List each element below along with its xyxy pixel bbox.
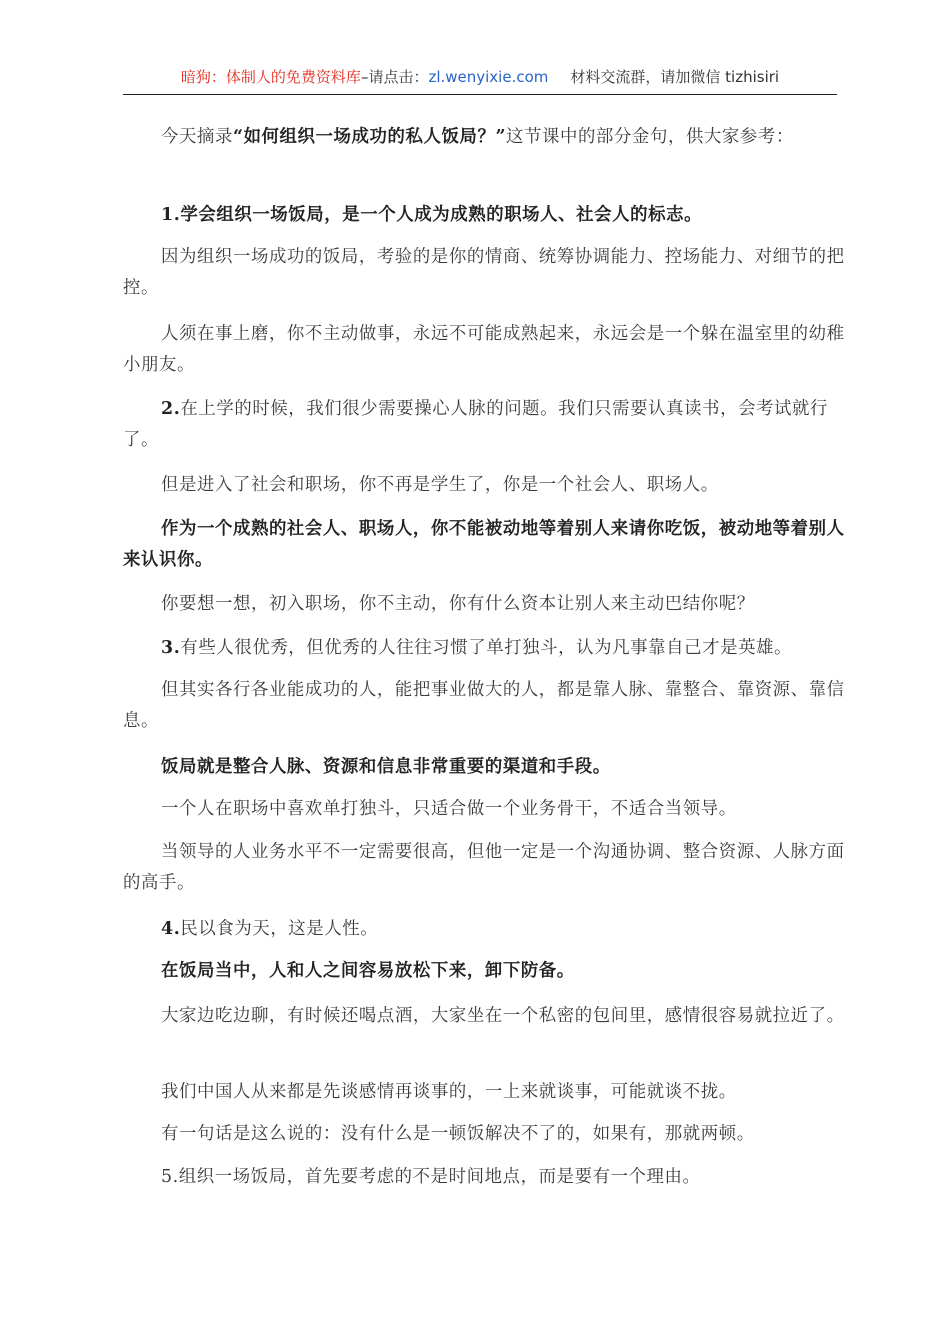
course-title: “如何组织一场成功的私人饭局？” [232,127,507,147]
paragraph: 但其实各行各业能成功的人，能把事业做大的人，都是靠人脉、靠整合、靠资源、靠信息。 [123,680,845,731]
point-4-paragraph: 4.民以食为天，这是人性。 [161,919,379,939]
point-1-heading: 1.学会组织一场饭局，是一个人成为成熟的职场人、社会人的标志。 [161,205,703,225]
paragraph: 我们中国人从来都是先谈感情再谈事的，一上来就谈事，可能就谈不拢。 [161,1082,737,1102]
paragraph: 你要想一想，初入职场，你不主动，你有什么资本让别人来主动巴结你呢？ [161,594,755,614]
point-3-paragraph: 3.有些人很优秀，但优秀的人往往习惯了单打独斗，认为凡事靠自己才是英雄。 [161,638,793,658]
page-header [123,64,837,95]
paragraph: 但是进入了社会和职场，你不再是学生了，你是一个社会人、职场人。 [161,475,719,495]
paragraph: 当领导的人业务水平不一定需要很高，但他一定是一个沟通协调、整合资源、人脉方面的高手。 [123,842,845,893]
point-2-paragraph: 2.在上学的时候，我们很少需要操心人脉的问题。我们只需要认真读书，会考试就行了。 [123,399,829,450]
bold-paragraph: 作为一个成熟的社会人、职场人，你不能被动地等着别人来请你吃饭，被动地等着别人来认识你。 [123,519,845,570]
bold-paragraph: 饭局就是整合人脉、资源和信息非常重要的渠道和手段。 [161,757,611,777]
intro-paragraph: 今天摘录“如何组织一场成功的私人饭局？”这节课中的部分金句，供大家参考： [161,127,794,147]
paragraph: 大家边吃边聊，有时候还喝点酒，大家坐在一个私密的包间里，感情很容易就拉近了。 [161,1006,845,1026]
site-name: 暗狗：体制人的免费资料库 [180,68,361,86]
paragraph: 一个人在职场中喜欢单打独斗，只适合做一个业务骨干，不适合当领导。 [161,799,737,819]
contact-info: 材料交流群，请加微信 tizhisiri [570,68,780,86]
paragraph: 人须在事上磨，你不主动做事，永远不可能成熟起来，永远会是一个躲在温室里的幼稚小朋友。 [123,324,845,375]
paragraph: 因为组织一场成功的饭局，考验的是你的情商、统筹协调能力、控场能力、对细节的把控。 [123,247,845,298]
click-prefix: –请点击： [360,68,429,86]
paragraph: 有一句话是这么说的：没有什么是一顿饭解决不了的，如果有，那就两顿。 [161,1124,755,1144]
bold-paragraph: 在饭局当中，人和人之间容易放松下来，卸下防备。 [161,961,575,981]
point-5-paragraph: 5.组织一场饭局，首先要考虑的不是时间地点，而是要有一个理由。 [161,1167,701,1187]
site-url-link[interactable]: zl.wenyixie.com [428,68,549,86]
